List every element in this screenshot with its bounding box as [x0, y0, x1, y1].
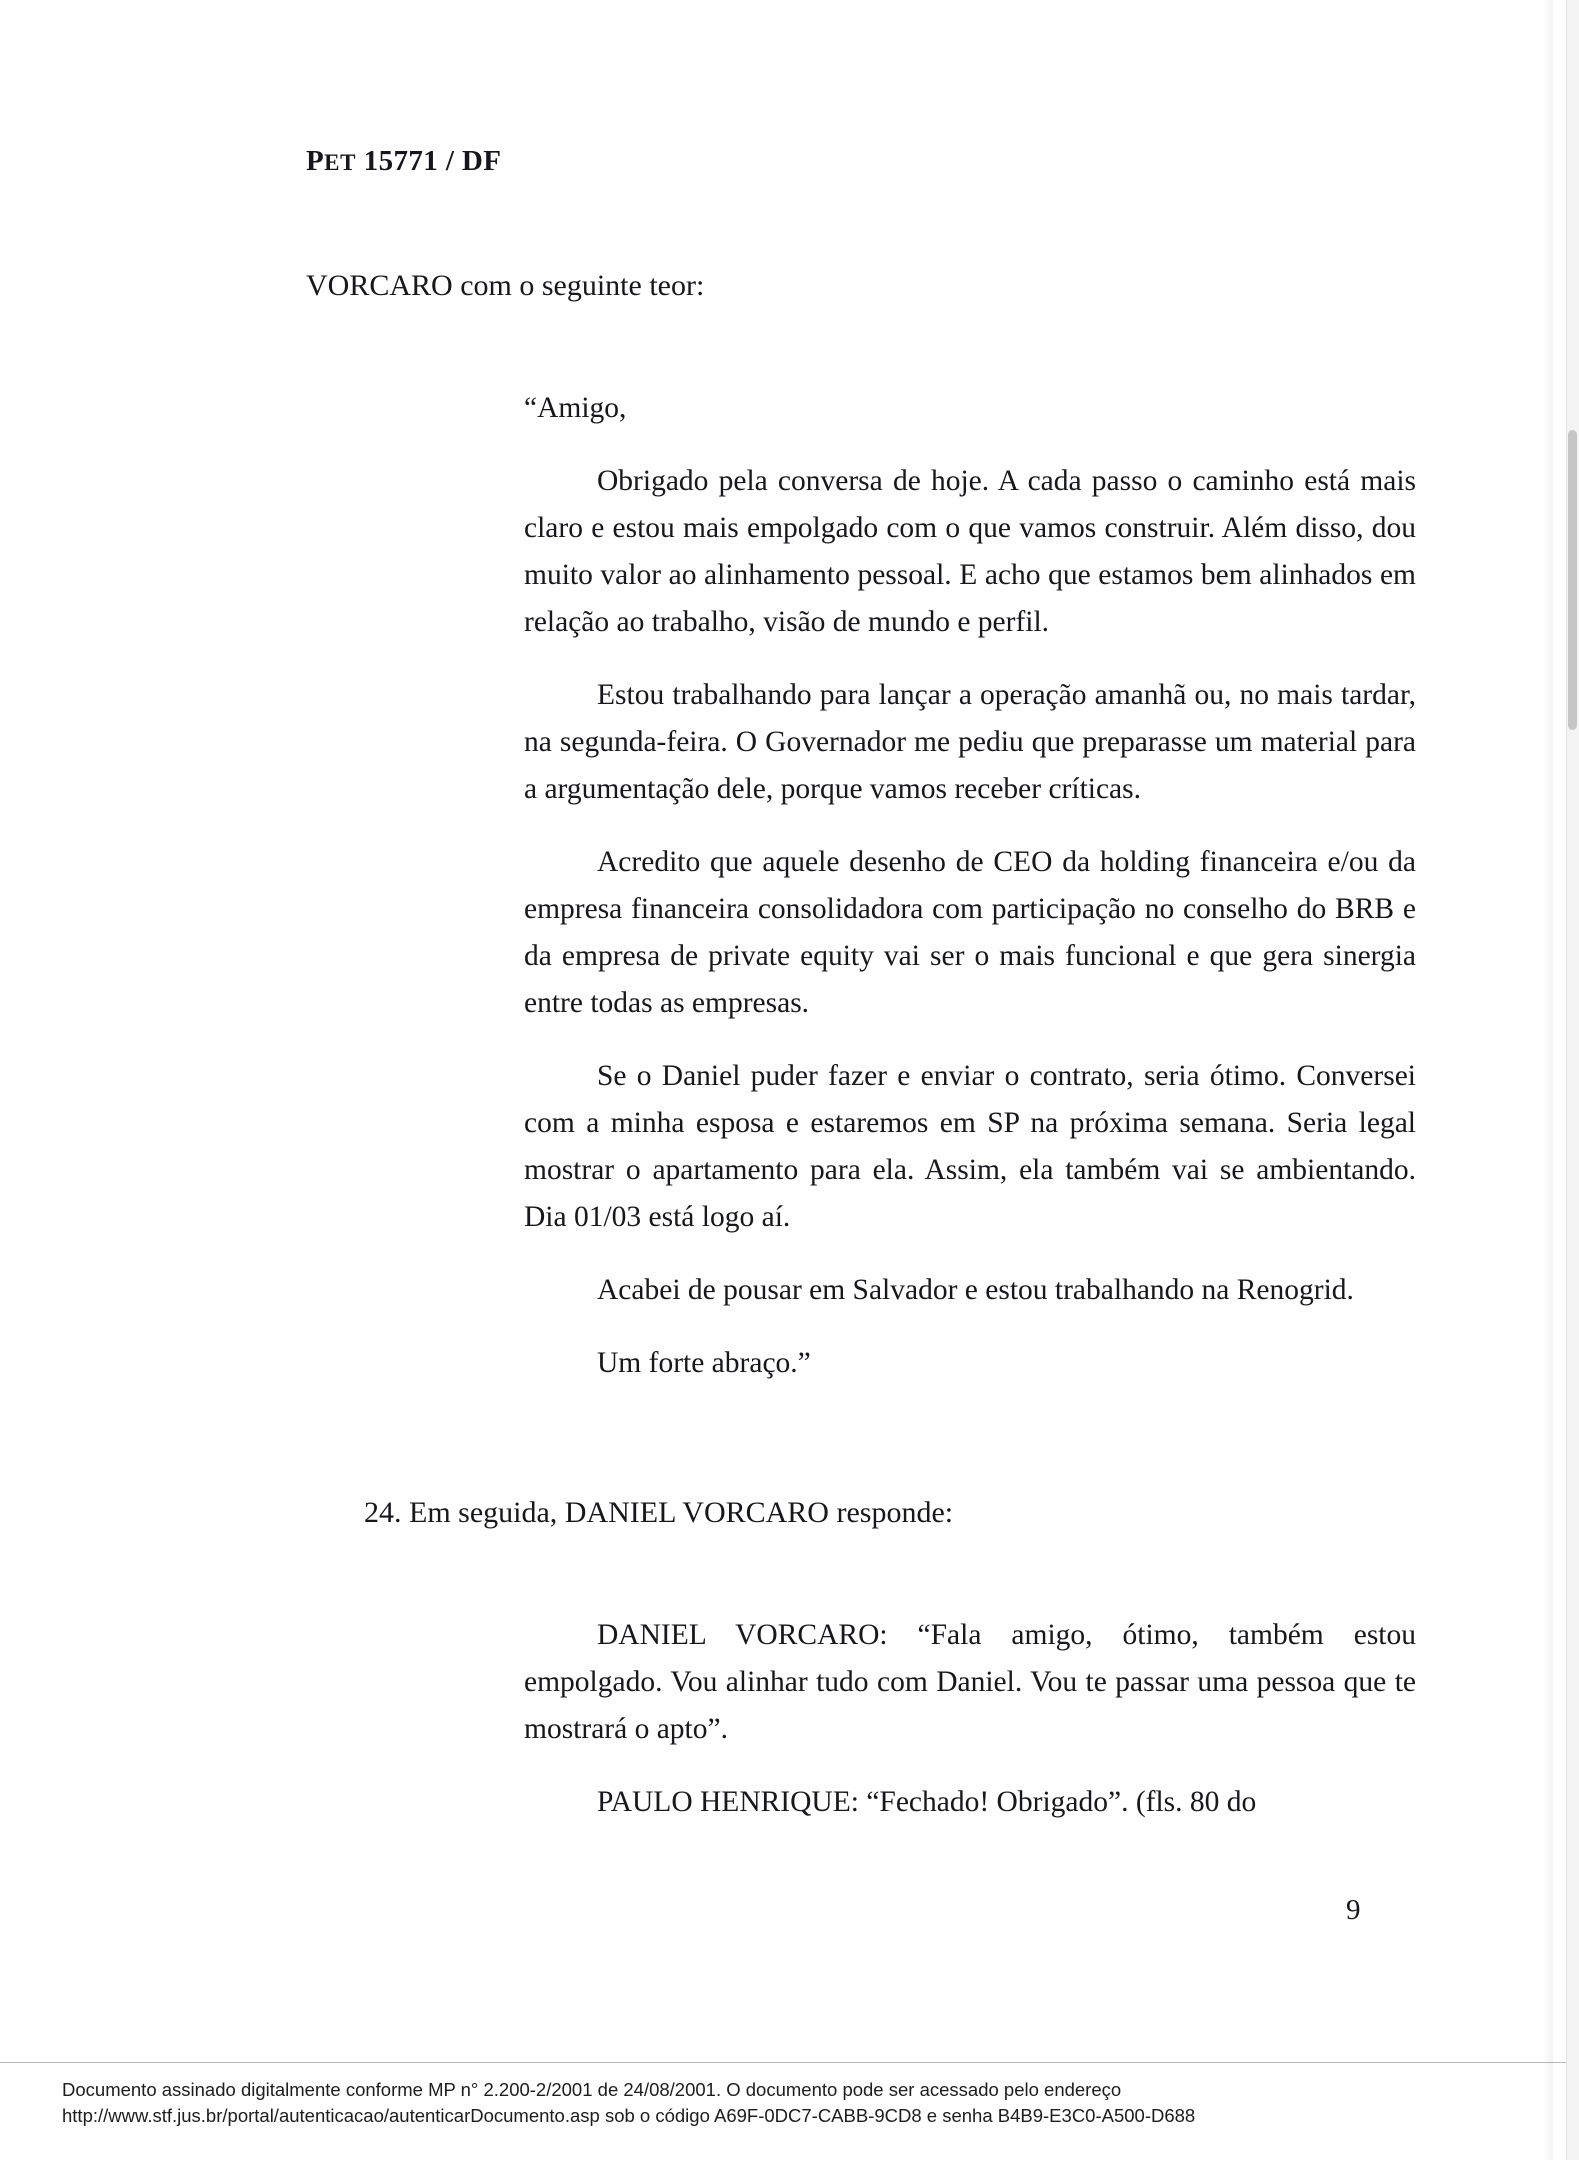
quote-block-two	[306, 1612, 1416, 1826]
spacer	[306, 1387, 1416, 1463]
spacer	[524, 813, 1416, 839]
digital-signature-footer	[0, 2062, 1566, 2129]
running-head	[306, 145, 501, 178]
spacer	[524, 646, 1416, 672]
spacer	[306, 1536, 1416, 1612]
spacer	[524, 1241, 1416, 1267]
spacer	[524, 432, 1416, 458]
numbered-item-24: 24. Em seguida, DANIEL VORCARO responde:	[364, 1496, 954, 1529]
spacer	[306, 1463, 1416, 1489]
spacer	[524, 1027, 1416, 1053]
body-column	[306, 262, 1416, 1826]
quote-closing: Um forte abraço.”	[597, 1347, 811, 1379]
quote-paragraph: Estou trabalhando para lançar a operação amanhã ou, no mais tardar, na segunda-feira. O Governador me pediu que preparasse um material para a argumentação dele, porque vamos receber críticas.	[524, 679, 1416, 805]
footer-line-authentication-url: http://www.stf.jus.br/portal/autenticacao/autenticarDocumento.asp sob o código A69F-0DC7-CABB-9CD8 e senha B4B9-E3C0-A500-D688	[62, 2105, 1196, 2126]
spacer	[306, 309, 1416, 385]
vertical-scrollbar-thumb[interactable]	[1568, 430, 1577, 730]
quote-paragraph: Acredito que aquele desenho de CEO da holding financeira e/ou da empresa financeira consolidadora com participação no conselho do BRB e da empresa de private equity vai ser o mais funcional e que gera sinergia entre todas as empresas.	[524, 846, 1416, 1019]
footer-line-signature: Documento assinado digitalmente conforme MP n° 2.200-2/2001 de 24/08/2001. O documento pode ser acessado pelo endereço	[62, 2079, 1122, 2100]
spacer	[524, 1314, 1416, 1340]
quote-paragraph-paulo-henrique: PAULO HENRIQUE: “Fechado! Obrigado”. (fls. 80 do	[597, 1786, 1257, 1818]
page-folio-number: 9	[1346, 1894, 1361, 1926]
vertical-scrollbar-track[interactable]	[1566, 0, 1579, 2160]
running-head-prefix: P	[306, 145, 325, 177]
running-head-rest: 15771 / DF	[356, 145, 502, 177]
quote-salutation: “Amigo,	[524, 392, 627, 424]
quote-paragraph-vorcaro: DANIEL VORCARO: “Fala amigo, ótimo, também estou empolgado. Vou alinhar tudo com Daniel. Vou te passar uma pessoa que te mostrará o apto”.	[524, 1619, 1416, 1745]
running-head-smallcaps: ET	[324, 150, 357, 175]
quote-paragraph: Obrigado pela conversa de hoje. A cada passo o caminho está mais claro e estou mais empolgado com o que vamos construir. Além disso, dou muito valor ao alinhamento pessoal. E acho que estamos bem alinhados em relação ao trabalho, visão de mundo e perfil.	[524, 465, 1416, 638]
quote-paragraph: Se o Daniel puder fazer e enviar o contrato, seria ótimo. Conversei com a minha esposa e estaremos em SP na próxima semana. Seria legal mostrar o apartamento para ela. Assim, ela também vai se ambientando. Dia 01/03 está logo aí.	[524, 1060, 1416, 1233]
quote-paragraph: Acabei de pousar em Salvador e estou trabalhando na Renogrid.	[597, 1274, 1354, 1306]
lead-paragraph: VORCARO com o seguinte teor:	[306, 269, 705, 302]
spacer	[524, 1753, 1416, 1779]
quote-block-one	[306, 385, 1416, 1387]
